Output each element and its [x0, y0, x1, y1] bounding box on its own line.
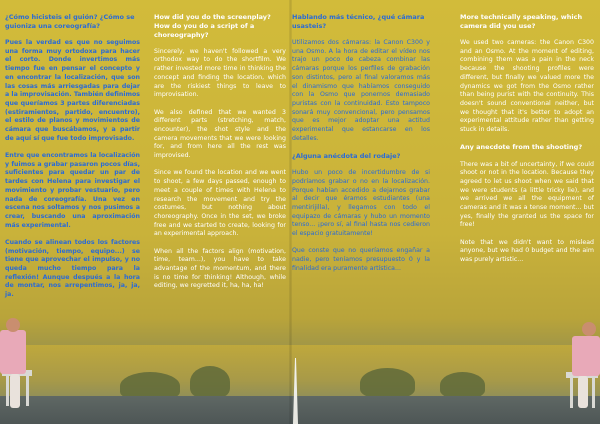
- right-page: [290, 0, 600, 424]
- answer-paragraph: Entre que encontramos la localización y fuimos a grabar pasaron pocos días, suficientes para quedar un par de tardes con Helena para investigar el movimiento y probar vestuario, pero nada de coreografía. Una vez en escena nos soltamos y nos pusimos a crear, buscando una aproximación más experimental.: [5, 152, 140, 229]
- answer-paragraph: We also defined that we wanted 3 different parts (stretching, match, encounter), the shot style and the camera movements that we were looking for, and from here all the rest was improvised.: [154, 108, 286, 160]
- question-heading: ¿Cómo hicisteis el guión? ¿Cómo se guioniza una coreografía?: [5, 13, 135, 30]
- answer-paragraph: Cuando se alinean todos los factores (motivación, tiempo, equipo...) se tiene que aprovechar el impulso, y no queda mucho tiempo para la reflexión! Aunque después a la hora de montar, nos arrepentimos, ja, ja, ja.: [5, 238, 140, 299]
- answer-paragraph: Utilizamos dos cámaras: la Canon C300 y una Osmo. A la hora de editar el vídeo nos trajo un poco de cabeza combinar las cámaras porque los perfiles de grabación son distintos, pero al final valoramos más el dinamismo que habíamos conseguido con la Osmo que ponernos demasiado puristas con la continuidad. Esto tampoco sonará muy convencional, pero pensamos que es mejor adoptar una actitud experimental que estancarse en los detalles.: [292, 38, 430, 142]
- question-heading: ¿Alguna anécdota del rodaje?: [292, 152, 401, 161]
- question-heading: Any anecdote from the shooting?: [460, 143, 583, 152]
- english-column-right: [460, 13, 594, 273]
- left-page: [0, 0, 290, 424]
- answer-paragraph: Hubo un poco de incertidumbre de si podríamos grabar o no en la localización. Porque habían accedido a dejarnos grabar al decir que éramos estudiantes (una mentirijilla), y llegamos con todo el equipazo de cámaras y hubo un momento tenso... ¡pero sí, al final hasta nos cedieron el espacio gratuitamente!: [292, 169, 430, 238]
- answer-paragraph: Sincerely, we haven't followed a very orthodox way to do the shortfilm. We rather invested more time in thinking the concept and finding the location, which are the riskiest things to leave to improvisation.: [154, 47, 286, 99]
- question-heading: How did you do the screenplay? How do you do a script of a choreography?: [154, 13, 271, 39]
- answer-paragraph: Pues la verdad es que no seguimos una forma muy ortodoxa para hacer el corto. Donde invertimos más tiempo fue en pensar el concepto y en encontrar la localización, que son las cosas más arriesgadas para dejar a la improvisación. También definimos que queríamos 3 partes diferenciadas (estiramientos, partido, encuentro), el estilo de planos y movimientos de cámara que buscábamos, y a partir de aquí sí que fue todo improvisado.: [5, 38, 140, 142]
- answer-paragraph: There was a bit of uncertainty, if we could shoot or not in the location. Because they agreed to let us shoot when we said that we were students (a little tricky lie), and we arrived we all the equipment of cameras and it was a tense moment... but yes, finally the granted us the space for free!: [460, 160, 594, 229]
- question-heading: Hablando más técnico, ¿qué cámara usasteis?: [292, 13, 425, 30]
- spanish-column-left: [5, 13, 140, 308]
- answer-paragraph: We used two cameras: the Canon C300 and an Osmo. At the moment of editing, combining them was a pain in the neck because the shooting profiles were different, but finally we valued more the dynamics we got from the Osmo rather than being purist with the continuity. This doesn't sound conventional neither, but we thought that it's better to adopt an experimental attitude rather than getting stuck in details.: [460, 38, 594, 134]
- answer-paragraph: When all the factors align (motivation, time, team...), you have to take advantage of the momentum, and there is no time for thinking! Although, while editing, we regretted it, ha, ha, ha!: [154, 247, 286, 290]
- question-heading: More technically speaking, which camera did you use?: [460, 13, 583, 30]
- spanish-column-right: [292, 13, 430, 282]
- answer-paragraph: Note that we didn't want to mislead anyone, but we had 0 budget and the aim was purely artistic...: [460, 238, 594, 264]
- answer-paragraph: Since we found the location and we went to shoot, a few days passed, enough to meet a couple of times with Helena to research the movement and try the costumes, but nothing about choreography. Once in the set, we broke free and we started to create, looking for an experimental approach.: [154, 169, 286, 238]
- english-column-left: [154, 13, 286, 300]
- answer-paragraph: Que conste que no queríamos engañar a nadie, pero teníamos presupuesto 0 y la finalidad era puramente artística...: [292, 247, 430, 272]
